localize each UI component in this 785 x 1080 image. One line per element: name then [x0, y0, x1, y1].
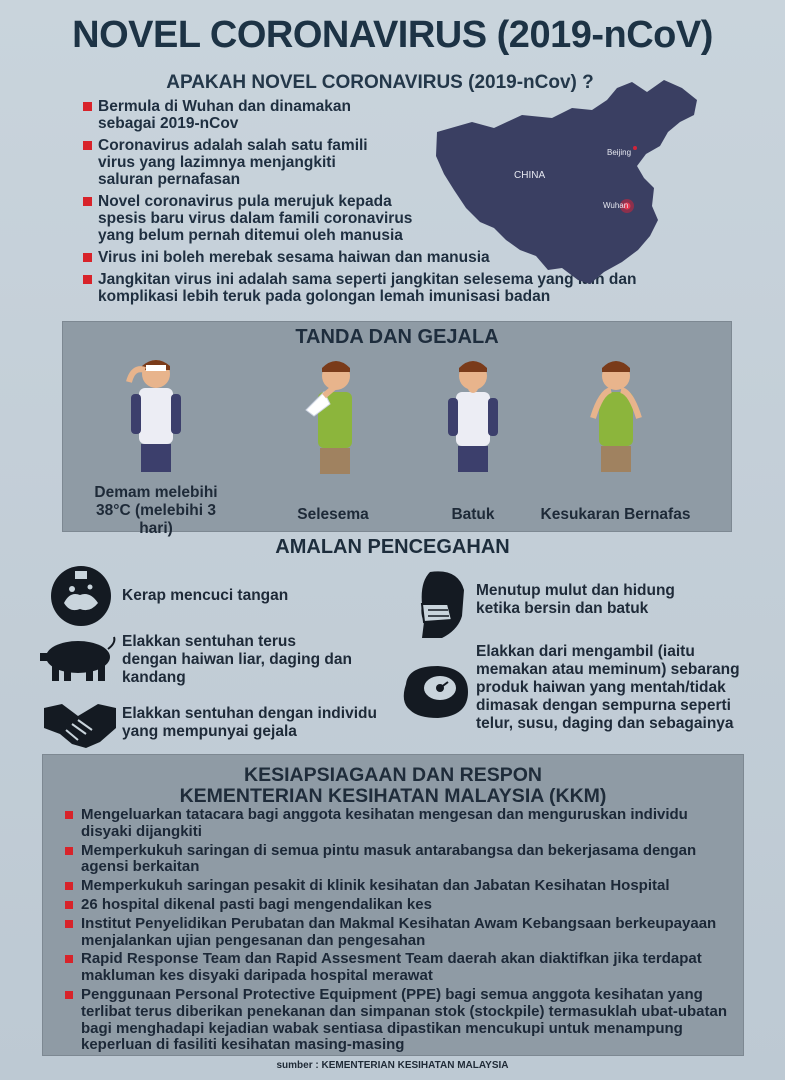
- kkm-section: [42, 754, 744, 1056]
- intro-bullet-item: Coronavirus adalah salah satu famili virus yang lazimnya menjangkiti saluran pernafasan: [82, 137, 392, 188]
- symptoms-section: [62, 321, 732, 537]
- face-mask-icon: [418, 568, 468, 640]
- beijing-marker: [633, 146, 637, 150]
- kkm-list-item: Rapid Response Team dan Rapid Assesment Team daerah akan diaktifkan jika terdapat makluman kes disyaki daripada hospital merawat: [65, 951, 737, 985]
- kkm-list-item: 26 hospital dikenal pasti bagi mengendalikan kes: [65, 897, 737, 914]
- prevention-heading: AMALAN PENCEGAHAN: [275, 536, 510, 558]
- intro-bullet-item: Jangkitan virus ini adalah sama seperti jangkitan selesema yang lain dan komplikasi lebih teruk pada golongan lemah imunisasi badan: [82, 271, 637, 305]
- handshake-icon: [42, 698, 118, 750]
- map-label-beijing: Beijing: [607, 148, 632, 157]
- symptom-cough: [408, 352, 538, 524]
- map-label-china: CHINA: [514, 170, 546, 181]
- kkm-list-item: Memperkukuh saringan pesakit di klinik kesihatan dan Jabatan Kesihatan Hospital: [65, 878, 737, 895]
- kkm-list-item: Penggunaan Personal Protective Equipment (PPE) bagi semua anggota kesihatan yang terlibat terus diberikan penekanan dan simpanan stok (stockpile) termasuklah ubat-ubatan bagi menghadapi kejadian wabak sentiasa dipastikan mencukupi untuk menampung keperluan di fasiliti kesihatan masing-masing: [65, 987, 737, 1054]
- china-map-shape: [436, 80, 697, 284]
- intro-bullet-item: Virus ini boleh merebak sesama haiwan dan manusia: [82, 249, 532, 266]
- pig-icon: [38, 635, 118, 683]
- prevention-item: Elakkan sentuhan terus dengan haiwan liar, daging dan kandang: [122, 633, 352, 686]
- prevention-item: Elakkan dari mengambil (iaitu memakan atau meminum) sebarang produk haiwan yang mentah/tidak dimasak dengan sempurna seperti telur, susu, daging dan sebagainya: [476, 643, 740, 732]
- kkm-list-item: Memperkukuh saringan di semua pintu masuk antarabangsa dan bekerjasama dengan agensi berkaitan: [65, 843, 737, 877]
- source-credit: sumber : KEMENTERIAN KESIHATAN MALAYSIA: [276, 1060, 509, 1071]
- kkm-heading-line1: KESIAPSIAGAAN DAN RESPON: [244, 764, 542, 786]
- kkm-heading: [43, 765, 743, 807]
- breathing-difficulty-person-icon: [581, 352, 651, 476]
- fever-person-icon: [121, 352, 191, 476]
- symptoms-heading: TANDA DAN GEJALA: [295, 326, 499, 348]
- symptom-label: Batuk: [451, 506, 495, 523]
- intro-bullet-item: Novel coronavirus pula merujuk kepada spesis baru virus dalam famili coronavirus yang belum pernah ditemui oleh manusia: [82, 193, 422, 244]
- coughing-person-icon: [438, 352, 508, 476]
- prevention-item: Kerap mencuci tangan: [122, 587, 289, 604]
- china-map: [432, 70, 702, 295]
- symptom-label: Selesema: [297, 506, 369, 523]
- prevention-item: Menutup mulut dan hidung ketika bersin dan batuk: [476, 582, 675, 617]
- map-label-wuhan: Wuhan: [603, 201, 629, 210]
- main-title: NOVEL CORONAVIRUS (2019-nCoV): [72, 14, 713, 56]
- symptom-flu: [268, 352, 398, 524]
- hand-washing-icon: [50, 565, 112, 627]
- prevention-item: Elakkan sentuhan dengan individu yang mempunyai gejala: [122, 705, 377, 740]
- sneezing-person-icon: [298, 352, 368, 476]
- intro-bullet-item: Bermula di Wuhan dan dinamakan sebagai 2019-nCov: [82, 98, 382, 132]
- symptom-label: Kesukaran Bernafas: [540, 506, 691, 523]
- symptom-breathing: [533, 352, 698, 524]
- symptom-label: Demam melebihi 38°C (melebihi 3 hari): [94, 484, 218, 537]
- subtitle: APAKAH NOVEL CORONAVIRUS (2019-nCov) ?: [166, 72, 594, 93]
- steak-icon: [398, 662, 472, 722]
- kkm-list-item: Institut Penyelidikan Perubatan dan Makmal Kesihatan Awam Kebangsaan berkeupayaan menjalankan ujian pengesanan dan pengesahan: [65, 916, 737, 950]
- kkm-list-item: Mengeluarkan tatacara bagi anggota kesihatan mengesan dan menguruskan individu disyaki dijangkiti: [65, 807, 737, 841]
- kkm-list: [65, 807, 737, 1056]
- symptom-fever: [81, 352, 231, 538]
- kkm-heading-line2: KEMENTERIAN KESIHATAN MALAYSIA (KKM): [179, 785, 607, 807]
